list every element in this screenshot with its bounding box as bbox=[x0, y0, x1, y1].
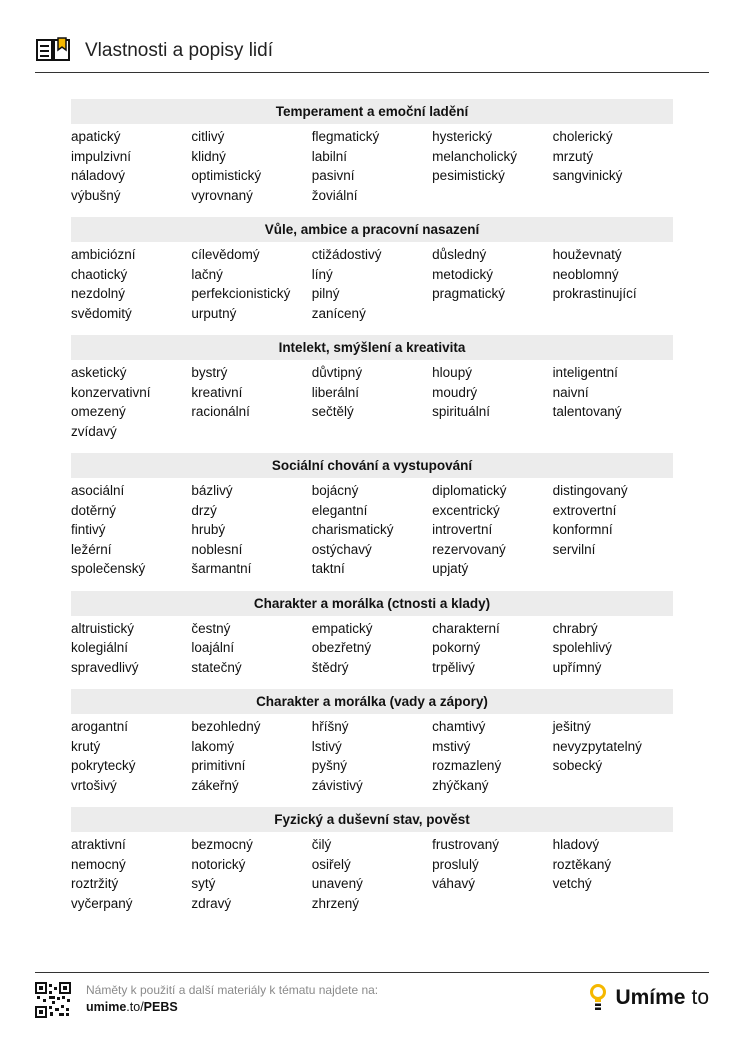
word-item: pokrytecký bbox=[71, 758, 136, 773]
word-item: atraktivní bbox=[71, 837, 126, 852]
word-item: pasivní bbox=[311, 168, 355, 183]
word-item: obezřetný bbox=[311, 640, 372, 655]
word-item: noblesní bbox=[191, 541, 243, 557]
word-item: pesimistický bbox=[432, 168, 505, 183]
word-item: lstivý bbox=[311, 738, 342, 754]
word-item: talentovaný bbox=[552, 404, 622, 419]
footer-link-tld: .to/ bbox=[126, 1000, 144, 1014]
word-item: nemocný bbox=[71, 856, 126, 872]
word-item: trpělivý bbox=[432, 659, 475, 675]
word-item: notorický bbox=[191, 856, 246, 872]
footer-note: Náměty k použití a další materiály k tématu najdete na: bbox=[86, 983, 379, 997]
word-item: mstivý bbox=[432, 738, 471, 754]
word-item: arogantní bbox=[71, 719, 129, 734]
word-item: šarmantní bbox=[191, 561, 252, 576]
word-item: rozmazlený bbox=[432, 758, 502, 773]
word-item: bázlivý bbox=[191, 483, 233, 498]
section bbox=[71, 453, 673, 579]
word-item: čilý bbox=[311, 837, 332, 852]
word-item: statečný bbox=[191, 659, 242, 675]
word-item: zanícený bbox=[311, 305, 366, 321]
word-item: moudrý bbox=[432, 384, 478, 400]
word-item: bojácný bbox=[311, 483, 359, 498]
word-item: hladový bbox=[552, 837, 600, 852]
word-item: servilní bbox=[552, 541, 596, 557]
word-item: taktní bbox=[311, 561, 345, 576]
word-item: konformní bbox=[552, 522, 613, 537]
word-item: hříšný bbox=[311, 719, 349, 734]
section bbox=[71, 335, 673, 441]
word-item: racionální bbox=[191, 404, 250, 419]
word-grid bbox=[71, 245, 673, 323]
word-item: optimistický bbox=[191, 168, 262, 183]
word-item: kreativní bbox=[191, 384, 243, 400]
word-item: neoblomný bbox=[552, 266, 619, 282]
word-item: sečtělý bbox=[311, 404, 354, 419]
word-item: výbušný bbox=[71, 187, 121, 203]
word-item: inteligentní bbox=[552, 365, 618, 380]
word-item: ješitný bbox=[552, 719, 591, 734]
word-item: frustrovaný bbox=[432, 837, 499, 852]
word-item: elegantní bbox=[311, 502, 368, 518]
word-item: cílevědomý bbox=[191, 247, 260, 262]
section bbox=[71, 807, 673, 913]
section bbox=[71, 217, 673, 323]
word-item: altruistický bbox=[71, 620, 135, 636]
word-item: unavený bbox=[311, 876, 363, 891]
word-item: společenský bbox=[71, 561, 146, 576]
word-item: melancholický bbox=[432, 148, 517, 164]
word-item: konzervativní bbox=[71, 384, 151, 400]
word-item: hloupý bbox=[432, 365, 472, 380]
page-header bbox=[35, 36, 709, 73]
footer-divider bbox=[35, 972, 709, 973]
word-item: naivní bbox=[552, 384, 589, 400]
section-heading: Intelekt, smýšlení a kreativita bbox=[71, 335, 673, 360]
section bbox=[71, 99, 673, 205]
word-item: krutý bbox=[71, 738, 101, 754]
word-item: drzý bbox=[191, 502, 217, 518]
word-item: cholerický bbox=[552, 129, 613, 144]
word-item: sytý bbox=[191, 876, 216, 891]
word-item: ctižádostivý bbox=[311, 247, 382, 262]
word-item: rezervovaný bbox=[432, 541, 506, 557]
word-item: lačný bbox=[191, 266, 223, 282]
word-item: váhavý bbox=[432, 876, 475, 891]
word-item: zhrzený bbox=[311, 895, 360, 911]
section-heading: Sociální chování a vystupování bbox=[71, 453, 673, 478]
word-item: nevyzpytatelný bbox=[552, 738, 642, 754]
word-grid bbox=[71, 619, 673, 678]
word-item: urputný bbox=[191, 305, 237, 321]
word-item: apatický bbox=[71, 129, 121, 144]
word-item: chrabrý bbox=[552, 620, 598, 636]
word-item: hrubý bbox=[191, 522, 226, 537]
word-item: pokorný bbox=[432, 640, 481, 655]
word-item: empatický bbox=[311, 620, 373, 636]
word-item: čestný bbox=[191, 620, 231, 636]
word-item: proslulý bbox=[432, 856, 479, 872]
qr-code-icon bbox=[35, 982, 71, 1018]
lightbulb-icon bbox=[589, 984, 607, 1012]
word-item: introvertní bbox=[432, 522, 493, 537]
word-item: pilný bbox=[311, 286, 340, 301]
word-item: štědrý bbox=[311, 659, 349, 675]
word-item: zákeřný bbox=[191, 777, 239, 793]
word-grid bbox=[71, 717, 673, 795]
word-item: asociální bbox=[71, 483, 125, 498]
brand-logo bbox=[589, 983, 709, 1013]
footer-link[interactable] bbox=[86, 999, 178, 1016]
word-item: roztržitý bbox=[71, 876, 119, 891]
section bbox=[71, 689, 673, 795]
word-item: vetchý bbox=[552, 876, 592, 891]
word-grid bbox=[71, 481, 673, 579]
word-item: vyrovnaný bbox=[191, 187, 253, 203]
word-item: bezmocný bbox=[191, 837, 253, 852]
word-item: pragmatický bbox=[432, 286, 505, 301]
word-item: bystrý bbox=[191, 365, 228, 380]
word-item: charismatický bbox=[311, 522, 394, 537]
word-item: náladový bbox=[71, 168, 126, 183]
word-item: lakomý bbox=[191, 738, 235, 754]
word-item: zhýčkaný bbox=[432, 777, 489, 793]
footer-link-domain: umime bbox=[86, 1000, 127, 1014]
word-item: vyčerpaný bbox=[71, 895, 133, 911]
word-item: labilní bbox=[311, 148, 348, 164]
word-item: důvtipný bbox=[311, 365, 363, 380]
word-item: flegmatický bbox=[311, 129, 380, 144]
word-item: líný bbox=[311, 266, 333, 282]
section-heading: Vůle, ambice a pracovní nasazení bbox=[71, 217, 673, 242]
word-item: vrtošivý bbox=[71, 777, 117, 793]
word-item: osiřelý bbox=[311, 856, 351, 872]
word-item: loajální bbox=[191, 640, 235, 655]
word-sections bbox=[71, 99, 673, 925]
word-item: dotěrný bbox=[71, 502, 117, 518]
word-item: metodický bbox=[432, 266, 493, 282]
word-item: distingovaný bbox=[552, 483, 628, 498]
section-heading: Charakter a morálka (vady a zápory) bbox=[71, 689, 673, 714]
word-item: extrovertní bbox=[552, 502, 617, 518]
brand-name-bold: Umíme bbox=[615, 986, 686, 1009]
word-item: závistivý bbox=[311, 777, 363, 793]
word-item: spravedlivý bbox=[71, 659, 139, 675]
word-item: mrzutý bbox=[552, 148, 594, 164]
word-item: zvídavý bbox=[71, 423, 117, 439]
word-item: nezdolný bbox=[71, 286, 126, 301]
word-grid bbox=[71, 127, 673, 205]
word-item: sangvinický bbox=[552, 168, 623, 183]
word-item: citlivý bbox=[191, 129, 225, 144]
word-item: diplomatický bbox=[432, 483, 507, 498]
section-heading: Fyzický a duševní stav, pověst bbox=[71, 807, 673, 832]
word-item: impulzivní bbox=[71, 148, 132, 164]
word-item: ambiciózní bbox=[71, 247, 136, 262]
word-item: ostýchavý bbox=[311, 541, 372, 557]
word-item: spolehlivý bbox=[552, 640, 612, 655]
page-title: Vlastnosti a popisy lidí bbox=[85, 40, 273, 61]
word-item: liberální bbox=[311, 384, 360, 400]
word-item: chamtivý bbox=[432, 719, 486, 734]
word-item: charakterní bbox=[432, 620, 500, 636]
word-item: upjatý bbox=[432, 561, 469, 576]
footer-link-code: PEBS bbox=[143, 1000, 178, 1014]
word-item: fintivý bbox=[71, 522, 106, 537]
book-icon bbox=[35, 36, 71, 64]
word-item: roztěkaný bbox=[552, 856, 612, 872]
word-item: houževnatý bbox=[552, 247, 622, 262]
word-item: hysterický bbox=[432, 129, 493, 144]
word-item: primitivní bbox=[191, 758, 246, 773]
word-item: excentrický bbox=[432, 502, 500, 518]
word-item: svědomitý bbox=[71, 305, 132, 321]
word-item: žoviální bbox=[311, 187, 358, 203]
word-grid bbox=[71, 835, 673, 913]
word-item: perfekcionistický bbox=[191, 286, 291, 301]
section bbox=[71, 591, 673, 678]
word-grid bbox=[71, 363, 673, 441]
word-item: zdravý bbox=[191, 895, 232, 911]
brand-name-light: to bbox=[691, 986, 709, 1009]
word-item: bezohledný bbox=[191, 719, 261, 734]
word-item: důsledný bbox=[432, 247, 487, 262]
word-item: ležérní bbox=[71, 541, 112, 557]
section-heading: Temperament a emoční ladění bbox=[71, 99, 673, 124]
word-item: asketický bbox=[71, 365, 127, 380]
word-item: chaotický bbox=[71, 266, 128, 282]
word-item: upřímný bbox=[552, 659, 602, 675]
word-item: pyšný bbox=[311, 758, 348, 773]
word-item: klidný bbox=[191, 148, 226, 164]
word-item: spirituální bbox=[432, 404, 490, 419]
word-item: omezený bbox=[71, 404, 126, 419]
word-item: sobecký bbox=[552, 758, 603, 773]
word-item: prokrastinující bbox=[552, 286, 637, 301]
word-item: kolegiální bbox=[71, 640, 129, 655]
section-heading: Charakter a morálka (ctnosti a klady) bbox=[71, 591, 673, 616]
